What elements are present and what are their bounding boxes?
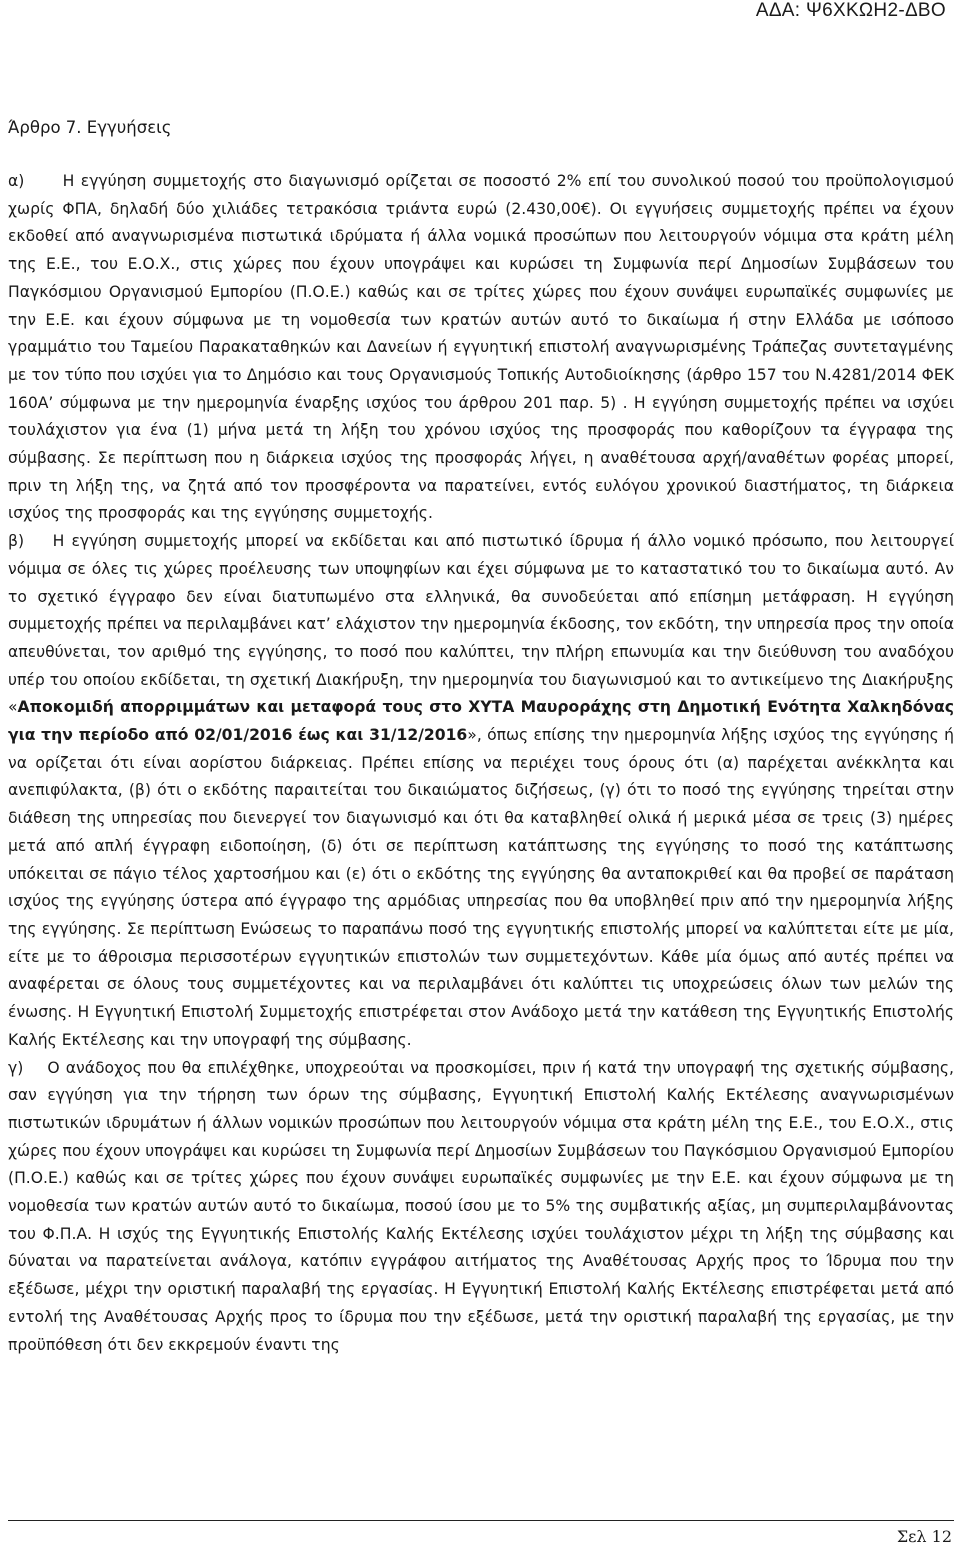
paragraph-b-start: β) Η εγγύηση συμμετοχής μπορεί να εκδίδεται και από πιστωτικό ίδρυμα ή άλλο νομικό πρόσωπο, που λειτουργεί νόμιμα σε όλες τις χώρες προέλευσης των υποψηφίων και έχει σύμφωνα με το καταστατικό του το δικαίωμα αυτό. Αν το σχετικό έγγραφο δεν είναι διατυπωμένο στα ελληνικά, θα συνοδεύεται από επίσημη μετάφραση. Η εγγύηση συμμετοχής πρέπει να περιλαμβάνει κατ’ ελάχιστον την ημερομηνία έκδοσης, τον εκδότη, την υπηρεσία προς την οποία απευθύνεται, τον αριθμό της εγγύησης, το ποσό που καλύπτει, την πλήρη επωνυμία και την διεύθυνση του αναδόχου υπέρ του οποίου εκδίδεται, τη σχετική Διακήρυξη, την ημερομηνία του διαγωνισμού και το αντικείμενο της Διακήρυξης « — [8, 532, 954, 717]
ada-code: ΑΔΑ: Ψ6ΧΚΩΗ2-ΔΒΟ — [755, 0, 946, 21]
article-title: Άρθρο 7. Εγγυήσεις — [8, 118, 172, 137]
paragraph-b — [8, 528, 954, 1054]
tender-subject: Αποκομιδή απορριμμάτων και μεταφορά τους στο ΧΥΤΑ Μαυροράχης στη Δημοτική Ενότητα Χαλκηδόνας για την περίοδο από 02/01/2016 έως και 31/12/2016 — [8, 698, 954, 745]
paragraph-a: α) Η εγγύηση συμμετοχής στο διαγωνισμό ορίζεται σε ποσοστό 2% επί του συνολικού ποσού του προϋπολογισμού χωρίς ΦΠΑ, δηλαδή δύο χιλιάδες τετρακόσια τριάντα ευρώ (2.430,00€). Οι εγγυήσεις συμμετοχής πρέπει να έχουν εκδοθεί από αναγνωρισμένα πιστωτικά ιδρύματα ή άλλα νομικά προσώπων που λειτουργούν νόμιμα στα κράτη μέλη της Ε.Ε., του Ε.Ο.Χ., στις χώρες που έχουν υπογράψει και κυρώσει τη Συμφωνία περί Δημοσίων Συμβάσεων του Παγκόσμιου Οργανισμού Εμπορίου (Π.Ο.Ε.) καθώς και σε τρίτες χώρες που έχουν συνάψει ευρωπαϊκές συμφωνίες με την Ε.Ε. και έχουν σύμφωνα με τη νομοθεσία των κρατών αυτών αυτό το δικαίωμα ή στην Ελλάδα με ισόποσο γραμμάτιο του Ταμείου Παρακαταθηκών και Δανείων ή εγγυητική επιστολή αναγνωρισμένης Τράπεζας συντεταγμένης με τον τύπο που ισχύει για το Δημόσιο και τους Οργανισμούς Τοπικής Αυτοδιοίκησης (άρθρο 157 του Ν.4281/2014 ΦΕΚ 160Α’ σύμφωνα με την ημερομηνία έναρξης ισχύος του άρθρου 201 παρ. 5) . Η εγγύηση συμμετοχής πρέπει να ισχύει τουλάχιστον για ένα (1) μήνα μετά τη λήξη του χρόνου ισχύος της προσφοράς που καθορίζουν τα έγγραφα της σύμβασης. Σε περίπτωση που η διάρκεια ισχύος της προσφοράς λήγει, η αναθέτουσα αρχή/αναθέτων φορέας μπορεί, πριν τη λήξη της, να ζητά από τον προσφέροντα να παρατείνει, εντός ευλόγου χρονικού διαστήματος, τη διάρκεια ισχύος της προσφοράς και της εγγύησης συμμετοχής. — [8, 172, 954, 523]
paragraph-b-end: », όπως επίσης την ημερομηνία λήξης ισχύος της εγγύησης ή να ορίζεται ότι είναι αορίστου διάρκειας. Πρέπει επίσης να περιέχει τους όρους ότι (α) παρέχεται ανέκκλητα και ανεπιφύλακτα, (β) ότι ο εκδότης παραιτείται του δικαιώματος διζήσεως, (γ) ότι το ποσό της εγγύησης τηρείται στην διάθεση της υπηρεσίας που διενεργεί τον διαγωνισμό και ότι θα καταβληθεί ολικά ή μερικά μέσα σε τρεις (3) ημέρες μετά από απλή έγγραφη ειδοποίηση, (δ) ότι σε περίπτωση κατάπτωσης της εγγύησης το ποσό της κατάπτωσης υπόκειται σε πάγιο τέλος χαρτοσήμου και (ε) ότι ο εκδότης της εγγύησης θα ανταποκριθεί και θα προβεί σε παράταση ισχύος της εγγύησης ύστερα από έγγραφο της αρμόδιας υπηρεσίας που θα υποβληθεί πριν από την ημερομηνία λήξης της εγγύησης. Σε περίπτωση Ενώσεως το παραπάνω ποσό της εγγυητικής επιστολής μπορεί να καλύπτεται είτε με μία, είτε με το άθροισμα περισσοτέρων εγγυητικών επιστολών των συμμετεχόντων. Κάθε μία όμως από αυτές πρέπει να αναφέρεται σε όλους τους συμμετέχοντες και να περιλαμβάνει ότι καλύπτει τις υποχρεώσεις όλων των μελών της ένωσης. Η Εγγυητική Επιστολή Συμμετοχής επιστρέφεται στον Ανάδοχο μετά την κατάθεση της Εγγυητικής Επιστολής Καλής Εκτέλεσης και την υπογραφή της σύμβασης. — [8, 726, 954, 1049]
page-number: Σελ 12 — [896, 1527, 952, 1546]
footer-divider — [8, 1520, 954, 1521]
article-content — [8, 114, 954, 1359]
paragraph-c: γ) Ο ανάδοχος που θα επιλέχθηκε, υποχρεούται να προσκομίσει, πριν ή κατά την υπογραφή της σχετικής σύμβασης, σαν εγγύηση για την τήρηση των όρων της σύμβασης, Εγγυητική Επιστολή Καλής Εκτέλεσης αναγνωρισμένων πιστωτικών ιδρυμάτων ή άλλων νομικών προσώπων που λειτουργούν νόμιμα στα κράτη μέλη της Ε.Ε., του Ε.Ο.Χ., στις χώρες που έχουν υπογράψει και κυρώσει τη Συμφωνία περί Δημοσίων Συμβάσεων του Παγκόσμιου Οργανισμού Εμπορίου (Π.Ο.Ε.) καθώς και σε τρίτες χώρες που έχουν συνάψει ευρωπαϊκές συμφωνίες με την Ε.Ε. και έχουν σύμφωνα με τη νομοθεσία των κρατών αυτών αυτό το δικαίωμα, ποσού ίσου με το 5% της συμβατικής αξίας, μη συμπεριλαμβάνοντας του Φ.Π.Α. Η ισχύς της Εγγυητικής Επιστολής Καλής Εκτέλεσης ισχύει τουλάχιστον μέχρι τη λήξη της σύμβασης και δύναται να παρατείνεται ανάλογα, κατόπιν εγγράφου αιτήματος της Αναθέτουσας Αρχής προς το Ίδρυμα που την εξέδωσε, μέχρι την οριστική παραλαβή της εργασίας. Η Εγγυητική Επιστολή Καλής Εκτέλεσης επιστρέφεται μετά από εντολή της Αναθέτουσας Αρχής προς το ίδρυμα που την εξέδωσε, μετά την οριστική παραλαβή της εργασίας, με την προϋπόθεση ότι δεν εκκρεμούν έναντι της — [8, 1058, 954, 1354]
